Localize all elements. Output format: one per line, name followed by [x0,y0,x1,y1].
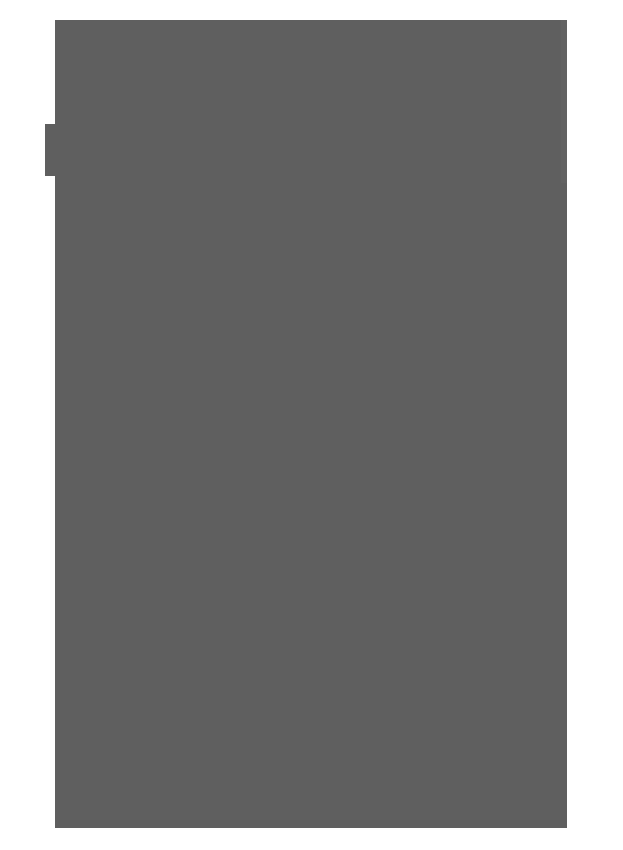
left-edge-tab[interactable] [45,124,56,176]
panel-edge-seam [561,20,567,183]
content-panel[interactable] [55,20,567,828]
